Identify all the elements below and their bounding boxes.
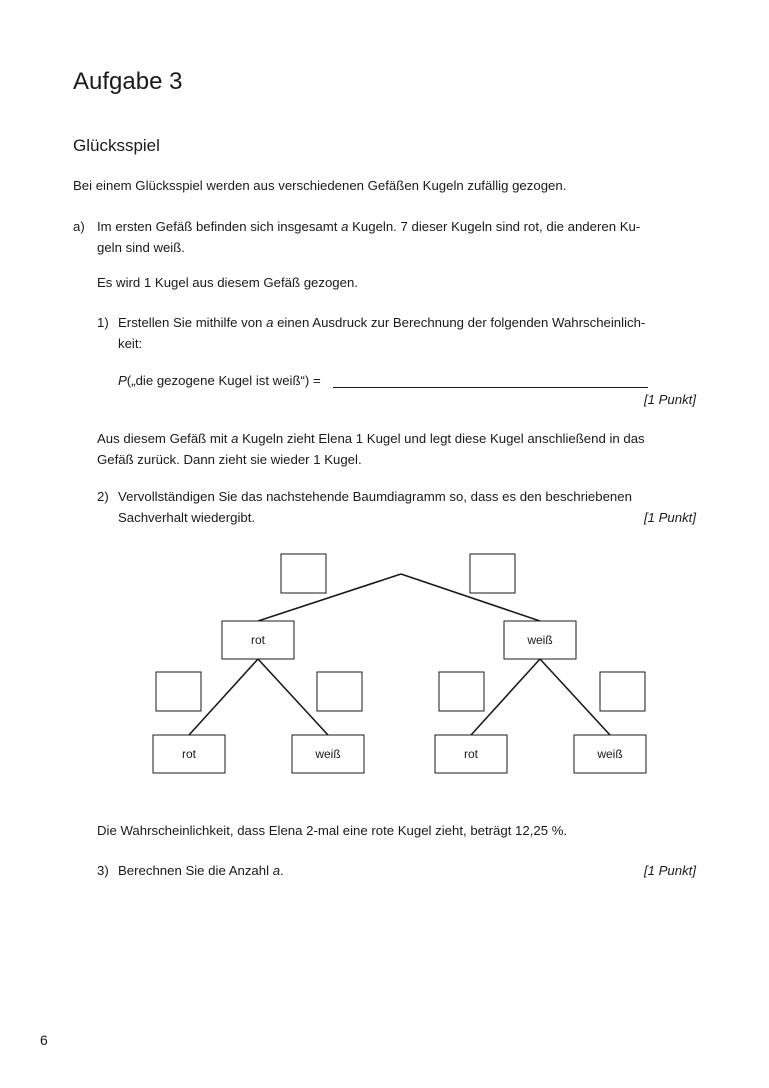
part-a-text-1: Im ersten Gefäß befinden sich insgesamt [97,219,342,234]
probability-sentence: Die Wahrscheinlichkeit, dass Elena 2-mal eine rote Kugel zieht, beträgt 12,25 %. [97,823,568,838]
part-a-text-3: geln sind weiß. [97,240,185,255]
elena-description [97,428,697,470]
probability-blank-box[interactable] [470,554,515,593]
task-3-text-post: . [280,863,284,878]
task-1-number: 1) [97,315,109,330]
formula-p: P [118,373,127,388]
part-a-description [97,216,697,258]
probability-blank-box[interactable] [281,554,326,593]
variable-a: a [272,863,281,878]
formula-rest: („die gezogene Kugel ist weiß“) = [126,373,321,388]
variable-a: a [231,431,239,446]
task-heading: Aufgabe 3 [73,68,183,95]
variable-a: a [341,219,349,234]
probability-blank-box[interactable] [439,672,484,711]
intro-text: Bei einem Glücksspiel werden aus verschiedenen Gefäßen Kugeln zufällig gezogen. [73,178,567,193]
elena-line2: Gefäß zurück. Dann zieht sie wieder 1 Kugel. [97,452,362,467]
task-2-number: 2) [97,489,109,504]
tree-node-label: weiß [597,747,623,761]
task-subheading: Glücksspiel [73,136,160,155]
task-2-text [118,486,698,528]
elena-line1: Aus diesem Gefäß mit [97,431,232,446]
draw-sentence: Es wird 1 Kugel aus diesem Gefäß gezogen. [97,275,358,290]
task-1-points: [1 Punkt] [643,392,696,407]
probability-formula [118,370,321,391]
page-number: 6 [40,1032,48,1048]
task-3-text [118,860,698,881]
task-2-line1: Vervollständigen Sie das nachstehende Baumdiagramm so, dass es den beschriebenen [118,489,632,504]
tree-node-label: weiß [527,633,553,647]
task-3-number: 3) [97,863,109,878]
tree-node-label: weiß [315,747,341,761]
part-a-text-2: Kugeln. 7 dieser Kugeln sind rot, die anderen Ku- [348,219,641,234]
answer-blank-line[interactable] [333,387,648,388]
task-2-points: [1 Punkt] [643,510,696,525]
task-1-text [118,312,698,354]
task-1-line2: keit: [118,336,143,351]
task-2-line2: Sachverhalt wiedergibt. [118,510,256,525]
tree-diagram [0,540,769,780]
task-3-points: [1 Punkt] [643,863,696,878]
part-a-label: a) [73,219,85,234]
branch-line [258,574,401,621]
probability-blank-box[interactable] [600,672,645,711]
task-1-line1-pre: Erstellen Sie mithilfe von [118,315,267,330]
probability-blank-box[interactable] [317,672,362,711]
variable-a: a [266,315,274,330]
tree-node-label: rot [463,747,479,761]
tree-node-label: rot [250,633,266,647]
probability-blank-box[interactable] [156,672,201,711]
task-1-line1-post: einen Ausdruck zur Berechnung der folgenden Wahrscheinlich- [273,315,646,330]
tree-node-label: rot [181,747,197,761]
elena-line1-post: Kugeln zieht Elena 1 Kugel und legt diese Kugel anschließend in das [238,431,645,446]
task-3-text-pre: Berechnen Sie die Anzahl [118,863,273,878]
